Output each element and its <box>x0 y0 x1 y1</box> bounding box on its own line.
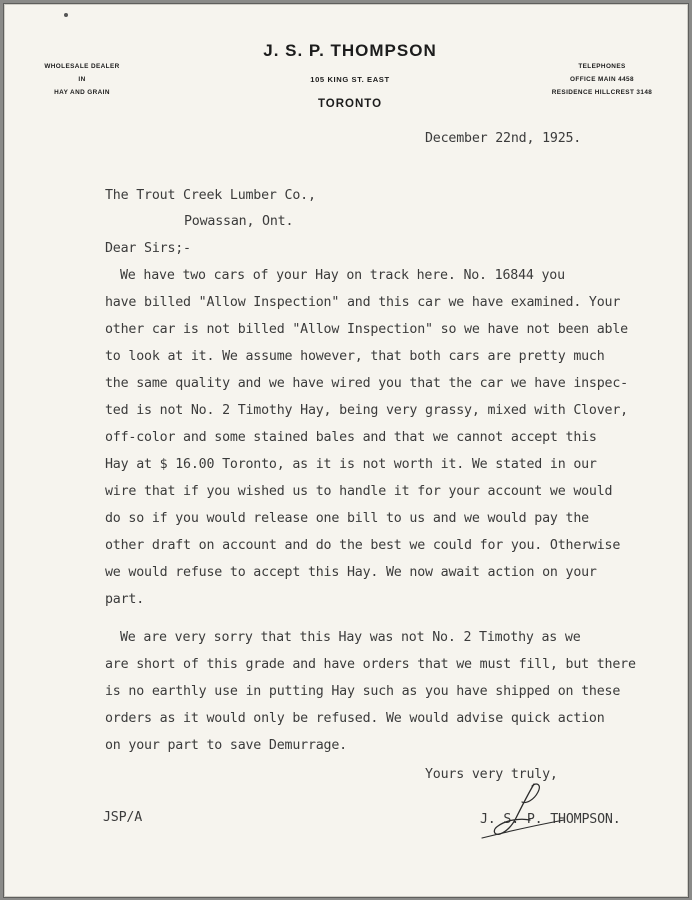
body-line: to look at it. We assume however, that both cars are pretty much <box>105 349 605 364</box>
body-line: are short of this grade and have orders that we must fill, but there <box>105 657 636 672</box>
letterhead-company-name: J. S. P. THOMPSON <box>263 41 437 60</box>
body-line: is no earthly use in putting Hay such as you have shipped on these <box>105 684 621 699</box>
punch-hole <box>64 13 68 17</box>
letterhead-telephones-label: TELEPHONES <box>578 63 626 70</box>
body-line: other draft on account and do the best we could for you. Otherwise <box>105 538 621 553</box>
body-line: Hay at $ 16.00 Toronto, as it is not worth it. We stated in our <box>105 457 597 472</box>
reference-initials: JSP/A <box>103 810 143 825</box>
body-line: part. <box>105 592 145 607</box>
closing: Yours very truly, <box>425 767 558 782</box>
body-line: We have two cars of your Hay on track here. No. 16844 you <box>120 268 565 283</box>
letterhead-in: IN <box>78 76 86 83</box>
letterhead-office-phone: OFFICE MAIN 4458 <box>570 76 634 83</box>
body-line: have billed "Allow Inspection" and this car we have examined. Your <box>105 295 621 310</box>
salutation: Dear Sirs;- <box>105 241 191 256</box>
signature-name: J. S. P. THOMPSON. <box>480 812 621 827</box>
letter-date: December 22nd, 1925. <box>425 131 582 146</box>
letterhead-right-block <box>534 60 670 99</box>
body-line: orders as it would only be refused. We would advise quick action <box>105 711 605 726</box>
body-line: wire that if you wished us to handle it for your account we would <box>105 484 613 499</box>
letterhead-city: TORONTO <box>317 98 383 110</box>
body-line: the same quality and we have wired you that the car we have inspec- <box>105 376 628 391</box>
body-line: do so if you would release one bill to us and we would pay the <box>105 511 589 526</box>
letterhead-business-type: WHOLESALE DEALER <box>44 63 120 70</box>
letterhead-address: 105 KING ST. EAST <box>310 75 390 84</box>
body-line: other car is not billed "Allow Inspection" so we have not been able <box>105 322 628 337</box>
body-line: on your part to save Demurrage. <box>105 738 347 753</box>
recipient-name: The Trout Creek Lumber Co., <box>105 188 316 203</box>
body-line: we would refuse to accept this Hay. We now await action on your <box>105 565 597 580</box>
letter-page <box>3 3 689 898</box>
letterhead-residence-phone: RESIDENCE HILLCREST 3148 <box>551 89 653 96</box>
handwritten-signature <box>476 780 568 842</box>
letterhead-goods: HAY AND GRAIN <box>54 89 110 96</box>
body-line: off-color and some stained bales and that we cannot accept this <box>105 430 597 445</box>
recipient-location: Powassan, Ont. <box>184 214 294 229</box>
body-line: ted is not No. 2 Timothy Hay, being very grassy, mixed with Clover, <box>105 403 628 418</box>
body-line: We are very sorry that this Hay was not No. 2 Timothy as we <box>120 630 581 645</box>
